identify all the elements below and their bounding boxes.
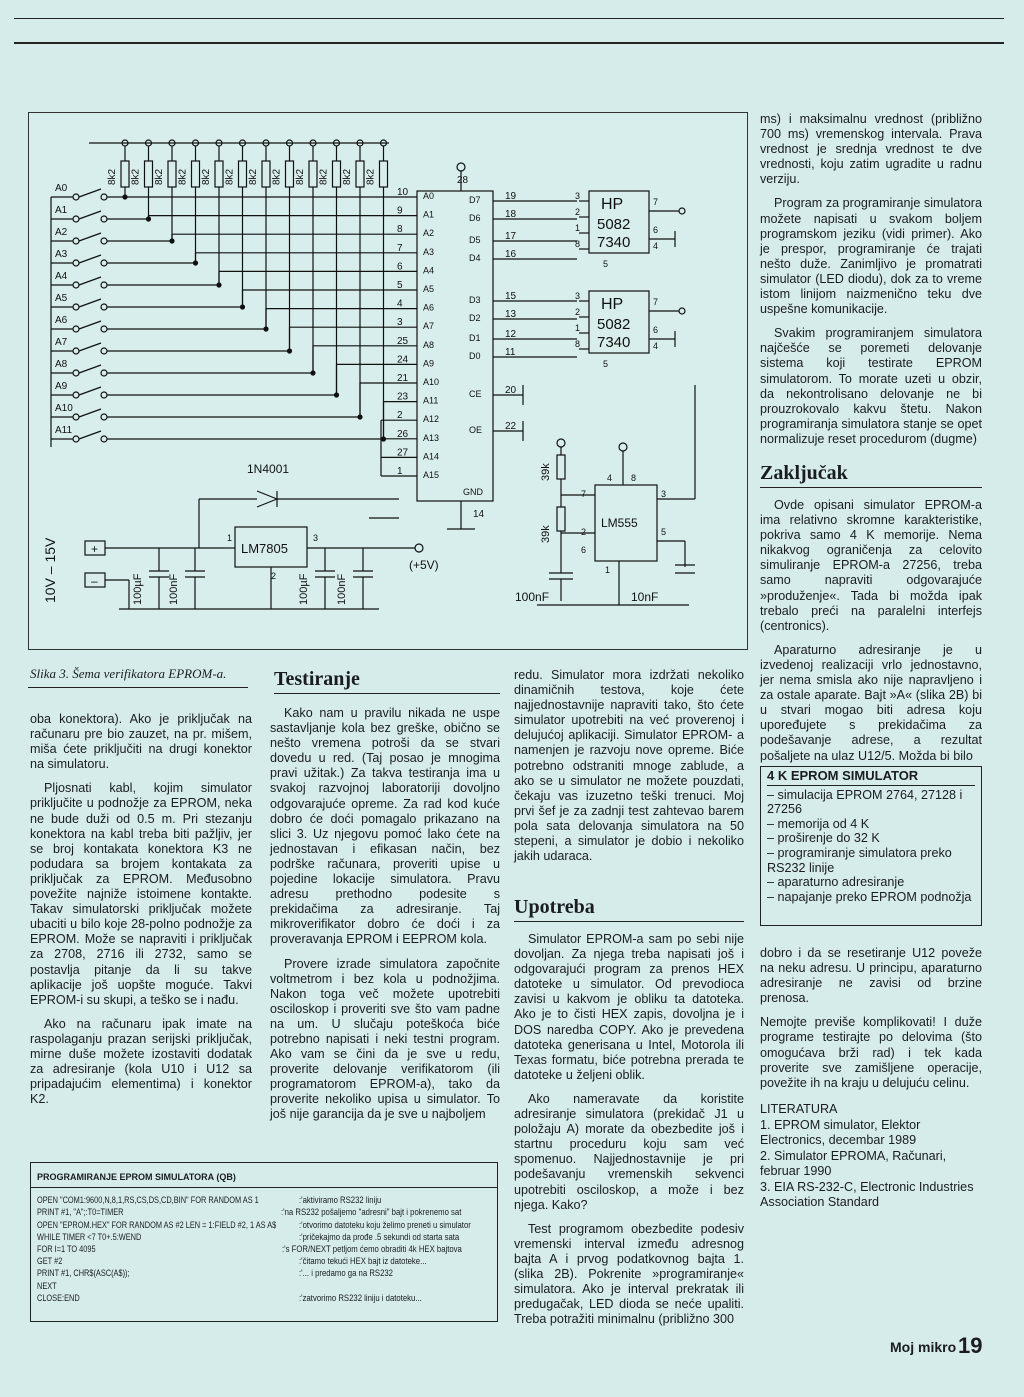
pin-number: 15 [505, 291, 517, 302]
listing-code: PRINT #1, "A";:T0=TIMER [37, 1207, 124, 1218]
display-label: HP [601, 196, 624, 213]
diode-body [257, 491, 277, 499]
resistor-8k2 [309, 161, 317, 187]
address-label: A5 [55, 293, 68, 304]
pin-number: 10 [397, 187, 409, 198]
listing-comment: :'... i predamo ga na RS232 [299, 1268, 393, 1279]
pin-number: 20 [505, 385, 517, 396]
switch-contact [101, 392, 107, 398]
literature-title: LITERATURA [760, 1102, 838, 1116]
switch-contact [73, 238, 79, 244]
pin-number: 6 [653, 225, 659, 235]
spec-item: – programiranje simulatora preko RS232 linije [767, 846, 975, 875]
switch-contact [73, 370, 79, 376]
spec-item: – memorija od 4 K [767, 817, 975, 832]
listing-comment [299, 1280, 464, 1292]
pin-number: 28 [457, 175, 469, 186]
magazine-name: Moj mikro [890, 1339, 957, 1355]
resistor-label: 8k2 [295, 168, 306, 185]
listing-code: CLOSE:END [37, 1292, 80, 1303]
paragraph: Ovde opisani simulator EPROM-a ima relativno skromne karakteristike, pokriva samo 4 K memorije. Nema nikakvog ograničenja za celovito simuliranje EPROM-a 27256, treba samo napraviti odgovarajuće »produženje«. Tada bi možda ipak trebalo preći na paralelni interfejs (centronics). [760, 498, 982, 633]
eprom-address-label: A13 [423, 432, 440, 443]
resistor-label: 8k2 [248, 168, 259, 185]
code-listing [30, 1162, 498, 1322]
display-label: 5082 [597, 316, 631, 333]
listing-code: OPEN "EPROM.HEX" FOR RANDOM AS #2 LEN = 1:FIELD #2, 1 AS A$ [37, 1219, 277, 1230]
listing-rows [31, 1188, 497, 1310]
listing-comment: :'otvorimo datoteku koju želimo preneti u simulator [299, 1219, 471, 1230]
paragraph: redu. Simulator mora izdržati nekoliko dinamičnih testova, koje ćete najjednostavnije napraviti tako, što ćete simulator upotrebiti na već proverenoj i delujućoj aplikaciji. Simulator EPROM- a namenjen je razvoju nove opreme. Biće potrebno odstraniti mnoge zablude, a ako se u simulator ne možete pouzdati, čekaju vas izuzetno teški trenuci. Moj prvi šef je za zadnji test zahtevao barem pola sata delovanja simulatora na 50 stepeni, a simulator je dobio i nekoliko jakih udaraca. [514, 668, 744, 864]
switch-contact [101, 194, 107, 200]
listing-line [37, 1280, 491, 1292]
switch-blade [79, 299, 101, 307]
switch-contact [73, 260, 79, 266]
eprom-address-label: A12 [423, 414, 440, 425]
address-label: A4 [55, 271, 68, 282]
switch-contact [101, 238, 107, 244]
address-label: A6 [55, 315, 68, 326]
listing-comment: :'s FOR/NEXT petljom ćemo obraditi 4k HEX bajtova [281, 1244, 462, 1255]
eprom-address-label: A10 [423, 377, 440, 387]
switch-contact [101, 436, 107, 442]
eprom-data-label: D5 [469, 235, 481, 245]
switch-contact [73, 194, 79, 200]
top-rule-thin [14, 18, 1004, 19]
paragraph: Provere izrade simulatora započnite voltmetrom i bez kola u podnožjima. Nakon toga več možete upotrebiti osciloskop i proveriti sve što vam padne na um. U slučaju poteškoća biće potrebno napisati i neki testni program. Ako vam se čini da je sve u redu, proverite delovanje verifikatorom (ili programatorom EPROM-a), tako da proverite nekoliko upisa u simulator. To još nije garancija da je sve u najboljem [270, 956, 500, 1122]
pin-number: 26 [397, 428, 409, 440]
eprom-address-label: A5 [423, 284, 435, 294]
vcc-terminal [457, 163, 465, 171]
pin-number: 7 [581, 489, 587, 499]
caption-rule [28, 687, 248, 688]
listing-title: PROGRAMIRANJE EPROM SIMULATORA (QB) [31, 1163, 497, 1188]
listing-code: GET #2 [37, 1256, 63, 1267]
switch-contact [73, 436, 79, 442]
regulator-label: LM7805 [241, 541, 288, 556]
resistor-label: 39k [540, 525, 552, 543]
pin-number: 8 [575, 339, 581, 349]
pin-number: 3 [575, 291, 581, 301]
switch-contact [73, 414, 79, 420]
pin-number: 5 [661, 527, 667, 537]
plus-label: + [91, 542, 99, 556]
pin-number: 9 [397, 205, 403, 217]
vcc-terminal [557, 439, 565, 447]
switch-blade [79, 343, 101, 351]
figure-caption: Slika 3. Šema verifikatora EPROM-a. [30, 666, 227, 681]
switch-contact [101, 348, 107, 354]
address-label: A2 [55, 227, 68, 238]
eprom-address-label: A14 [423, 451, 440, 462]
pin-number: 5 [397, 280, 403, 291]
switch-contact [101, 260, 107, 266]
eprom-address-label: A7 [423, 321, 435, 332]
capacitor-label: 100µF [132, 573, 144, 605]
display-label: 7340 [597, 234, 631, 251]
eprom-address-label: A3 [423, 246, 435, 257]
eprom-address-label: A1 [423, 209, 435, 220]
vcc-terminal [619, 443, 627, 451]
literature [760, 1102, 982, 1211]
resistor-label: 39k [540, 463, 552, 481]
switch-blade [79, 431, 101, 439]
paragraph: Ako nameravate da koristite adresiranje simulatora (prekidač J1 u položaju A) morate da obezbedite još i startnu proceduru koju sam već spomenuo. Najjednostavnije je pri podešavanju vremenskih sekvenci upotrebiti osciloskop, a može i bez njega. Kako? [514, 1091, 744, 1212]
paragraph: Pljosnati kabl, kojim simulator priključite u podnožje za EPROM, neka ne bude duži od 0.5 m. Pri stezanju konektora na kabl treba biti pažljiv, jer se broj kontakata konektora K3 ne podudara sa brojem kontakata za priključak za EPROM. Međusobno povežite najniže istoimene kontakte. Takav simulatorski priključak možete ubaciti u bilo koje 28-polno podnožje za EPROM. Može se napraviti i priključak za 2708, 2716 ili 2732, samo se postavlja pitanje da li su takve aplikacije još uopšte moguće. Takvi EPROM-i su skupi, a teško se i nađu. [30, 781, 252, 1007]
pin-number: 2 [397, 410, 403, 422]
pin-number: 25 [397, 335, 409, 347]
pin-number: 8 [397, 224, 403, 236]
resistor-8k2 [215, 161, 223, 187]
terminal [679, 308, 685, 314]
heading-zakljucak: Zaključak [760, 462, 982, 488]
heading-testiranje: Testiranje [274, 668, 500, 694]
address-label: A9 [55, 381, 68, 392]
circuit-diagram [29, 113, 747, 649]
eprom-data-label: D2 [469, 313, 481, 323]
capacitor-label: 100nF [336, 573, 348, 605]
paragraph: Kako nam u pravilu nikada ne uspe sastavljanje kola bez greške, obično se nešto vremena potroši da se stvari dovedu u red. (Taj posao je mnogima pravi užitak.) Za takva testiranja ima u svakoj razvojnoj laboratoriji dovoljno odgovarajuće opreme. Za rad kod kuće dobro će doći pomagalo prikazano na slici 3. Uz njegovu pomoć lako ćete na jednostavan i efikasan način, bez podrške računara, proveriti upise u pojedine lokacije simulatora. Pravu adresu prethodno podesite s prekidačima za adresiranje. Taj mikroverifikator dobro će doći i za proveravanja EPROM i EEPROM kola. [270, 706, 500, 947]
paragraph: Program za programiranje simulatora možete napisati u svakom boljem programskom jeziku (vidi primer). Ako je prespor, programiranje će trajati nešto duže. Zanimljivo je promatrati simulator (LED diodu), dok za to vreme istom linijom naizmenično teku dve uspešne komunikacije. [760, 196, 982, 317]
pin-number: 27 [397, 447, 409, 459]
literature-item: 3. EIA RS-232-C, Electronic Industries Association Standard [760, 1180, 974, 1209]
pin-number: 17 [505, 231, 517, 242]
switch-contact [73, 282, 79, 288]
listing-line [37, 1206, 491, 1218]
pin-number: 7 [397, 242, 403, 254]
pin-number: 21 [397, 373, 409, 384]
pin-number: 7 [653, 197, 659, 207]
resistor-label: 8k2 [177, 168, 189, 185]
column-4-lower [760, 946, 982, 1100]
resistor-8k2 [121, 161, 129, 187]
diode-label: 1N4001 [247, 462, 290, 476]
switch-blade [79, 409, 101, 417]
resistor-8k2 [192, 161, 200, 187]
pin-number: 3 [575, 191, 581, 201]
pin-number: 4 [653, 241, 659, 251]
resistor-label: 8k2 [365, 168, 377, 185]
resistor-39k [557, 507, 565, 531]
column-4-conclusion [760, 498, 982, 773]
timer-label: LM555 [601, 516, 638, 530]
eprom-data-label: D1 [469, 333, 481, 343]
pin-number: 6 [653, 325, 659, 335]
eprom-address-label: A11 [423, 395, 439, 406]
switch-blade [79, 211, 101, 219]
address-label: A10 [55, 403, 73, 414]
pin-number: 2 [575, 207, 581, 217]
listing-code: WHILE TIMER <7 T0+.5:WEND [37, 1231, 142, 1242]
resistor-39k [557, 455, 565, 479]
switch-contact [101, 216, 107, 222]
listing-comment: :'čitamo tekući HEX bajt iz datoteke... [299, 1256, 427, 1267]
listing-line [37, 1219, 491, 1231]
switch-contact [101, 326, 107, 332]
vcc-out-terminal [415, 544, 423, 552]
resistor-label: 8k2 [201, 168, 212, 185]
switch-contact [73, 348, 79, 354]
pin-number: 6 [581, 545, 587, 555]
resistor-label: 8k2 [154, 168, 165, 185]
capacitor-label: 100nF [168, 573, 180, 605]
listing-comment: :'aktiviramo RS232 liniju [299, 1195, 382, 1206]
pin-number: 23 [397, 391, 409, 403]
paragraph: Nemojte previše komplikovati! I duže programe testirajte po delovima (što omogućava brži rad) i tek kada proverite sve zamišljene operacije, povežite ih na kraju u delujuću celinu. [760, 1015, 982, 1090]
pin-number: 8 [631, 473, 637, 483]
eprom-address-label: A0 [423, 191, 435, 201]
switch-contact [101, 414, 107, 420]
pin-number: 16 [505, 249, 517, 260]
listing-line [37, 1194, 491, 1206]
vcc-out-label: (+5V) [409, 558, 439, 572]
switch-contact [73, 304, 79, 310]
pin-number: 3 [661, 489, 667, 499]
switch-blade [79, 277, 101, 285]
eprom-data-label: D3 [469, 295, 481, 305]
spec-sidebar [760, 766, 982, 926]
paragraph: Test programom obezbedite podesiv vremenski interval između adresnog bajta A i prvog podatkovnog bajta 1. (slika 2B). Pokrenite »programiranje« simulatora. Ako je interval prekratak ili predugačak, LED dioda se neće upaliti. Treba potražiti minimalnu (približno 300 [514, 1221, 744, 1327]
resistor-8k2 [286, 161, 294, 187]
column-3 [514, 668, 744, 873]
switch-contact [101, 282, 107, 288]
switch-blade [79, 255, 101, 263]
pin-number: 5 [603, 359, 609, 369]
pin-number: 8 [575, 239, 581, 249]
resistor-label: 8k2 [271, 168, 283, 185]
diode-body [257, 499, 277, 507]
listing-code: OPEN "COM1:9600,N,8,1,RS,CS,DS,CD,BIN" FOR RANDOM AS 1 [37, 1195, 259, 1206]
paragraph: Simulator EPROM-a sam po sebi nije dovoljan. Za njega treba napisati još i odgovarajući program za prenos HEX datoteke u simulator. Od prevodioca zavisi u kakvom je obliku ta datoteka. Ako je to čisti HEX zapis, dovoljna je i DOS naredba COPY. Ako je prevedena datoteka generisana u Intel, Motorola ili Texas formatu, biće potrebna prerada te datoteke u željeni oblik. [514, 932, 744, 1082]
pin-number: 4 [607, 473, 613, 483]
switch-blade [79, 189, 101, 197]
pin-number: 11 [505, 347, 516, 358]
switch-blade [79, 321, 101, 329]
page-number: 19 [958, 1333, 983, 1358]
display-label: 5082 [597, 216, 631, 233]
terminal [679, 208, 685, 214]
eprom-address-label: A9 [423, 358, 435, 369]
address-label: A0 [55, 183, 68, 194]
column-4 [760, 112, 982, 456]
switch-blade [79, 365, 101, 373]
paragraph: ms) i maksimalnu vrednost (približno 700 ms) vremenskog intervala. Prava vrednost je srednja vrednost te dve vrednosti, koju zatim ugradite u radnu verziju. [760, 112, 982, 187]
pin-number: 5 [603, 259, 609, 269]
pin-number: 6 [397, 261, 403, 273]
resistor-8k2 [168, 161, 176, 187]
spec-item: – simulacija EPROM 2764, 27128 i 27256 [767, 788, 975, 817]
resistor-8k2 [262, 161, 270, 187]
listing-code: PRINT #1, CHR$(ASC(A$)); [37, 1268, 130, 1279]
address-label: A11 [55, 425, 73, 436]
pin-number: 22 [505, 421, 517, 432]
schematic-figure [28, 112, 748, 650]
listing-line [37, 1292, 491, 1304]
listing-line [37, 1267, 491, 1279]
eprom-address-label: A4 [423, 265, 435, 276]
column-2 [270, 706, 500, 1132]
address-label: A1 [55, 205, 68, 216]
paragraph: Svakim programiranjem simulatora najčešće se poremeti delovanje sistema koji testirate EPROM simulatorom. To morate uzeti u obzir, da nekontrolisano delovanje ne bi prouzrokovalo kakvu štetu. Nakon programiranja simulatora stanje se opet normalizuje reset procedurom (dugme) [760, 326, 982, 446]
paragraph: dobro i da se resetiranje U12 poveže na neku adresu. U principu, aparaturno adresiranje ne zavisi od brzine prenosa. [760, 946, 982, 1006]
resistor-8k2 [380, 161, 388, 187]
resistor-8k2 [145, 161, 153, 187]
pin-number: 4 [397, 298, 403, 310]
pin-number: 1 [397, 466, 403, 477]
capacitor-label: 10nF [631, 590, 659, 604]
listing-line [37, 1255, 491, 1267]
resistor-label: 8k2 [224, 168, 236, 185]
listing-comment: :'pričekajmo da prođe .5 sekundi od starta sata [299, 1231, 460, 1242]
eprom-address-label: A8 [423, 339, 435, 350]
pin-number: 2 [581, 527, 587, 537]
address-label: A3 [55, 249, 68, 260]
switch-contact [101, 304, 107, 310]
pin-number: 2 [575, 307, 581, 317]
address-label: A8 [55, 359, 68, 370]
resistor-8k2 [239, 161, 247, 187]
paragraph: Ako na računaru ipak imate na raspolaganju prazan serijski priključak, mirne duše možete izostaviti dodatak za adresiranje (kola U10 i U12 sa pripadajućim elementima) i konektor K2. [30, 1016, 252, 1107]
literature-item: 1. EPROM simulator, Elektor Electronics, decembar 1989 [760, 1118, 921, 1147]
pin-number: 3 [397, 317, 403, 329]
minus-label: – [91, 574, 98, 588]
resistor-8k2 [356, 161, 364, 187]
eprom-address-label: A2 [423, 228, 435, 239]
eprom-data-label: GND [463, 487, 483, 497]
resistor-label: 8k2 [342, 168, 353, 185]
eprom-address-label: A6 [423, 302, 435, 313]
pin-number: 14 [473, 509, 485, 520]
pin-number: 7 [653, 297, 659, 307]
pin-number: 1 [605, 565, 611, 575]
pin-number: 24 [397, 354, 409, 366]
spec-item: – napajanje preko EPROM podnožja [767, 890, 975, 905]
pin-number: 1 [575, 223, 581, 233]
capacitor-label: 100nF [515, 590, 550, 604]
eprom-data-label: D0 [469, 351, 481, 361]
switch-contact [73, 392, 79, 398]
switch-contact [73, 216, 79, 222]
display-label: HP [601, 296, 624, 313]
heading-upotreba: Upotreba [514, 896, 744, 922]
pin-number: 13 [505, 309, 517, 320]
eprom-data-label: D4 [469, 253, 481, 263]
address-label: A7 [55, 337, 68, 348]
resistor-label: 8k2 [318, 168, 330, 185]
eprom-data-label: D7 [469, 195, 481, 205]
top-rule-thick [14, 42, 1004, 44]
eprom-data-label: CE [469, 389, 482, 399]
listing-line [37, 1243, 491, 1255]
sidebar-title: 4 K EPROM SIMULATOR [767, 769, 975, 786]
pin-number: 12 [505, 329, 517, 340]
switch-contact [101, 370, 107, 376]
pin-number: 1 [227, 533, 233, 543]
switch-contact [73, 326, 79, 332]
literature-item: 2. Simulator EPROMA, Računari, februar 1990 [760, 1149, 947, 1178]
listing-code: NEXT [37, 1280, 57, 1291]
column-1 [30, 712, 252, 1116]
listing-comment: :'zatvorimo RS232 liniju i datoteku... [299, 1292, 422, 1303]
pin-number: 2 [271, 571, 277, 581]
resistor-8k2 [333, 161, 341, 187]
listing-comment: :'na RS232 pošaljemo "adresni" bajt i pokrenemo sat [281, 1207, 462, 1218]
display-label: 7340 [597, 334, 631, 351]
switch-blade [79, 233, 101, 241]
pin-number: 19 [505, 191, 517, 202]
supply-label: 10V – 15V [42, 537, 58, 603]
listing-code: FOR I=1 TO 4095 [37, 1244, 96, 1255]
eprom-data-label: D6 [469, 213, 481, 223]
switch-blade [79, 387, 101, 395]
spec-item: – proširenje do 32 K [767, 831, 975, 846]
paragraph: oba konektora). Ako je priključak na računaru pre bio zauzet, na pr. mišem, miša ćete priključiti na drugi konektor na simulatoru. [30, 712, 252, 772]
listing-line [37, 1231, 491, 1243]
column-3-lower [514, 932, 744, 1336]
eprom-address-label: A15 [423, 470, 440, 480]
pin-number: 3 [313, 533, 319, 543]
spec-list [767, 788, 975, 905]
spec-item: – aparaturno adresiranje [767, 875, 975, 890]
resistor-label: 8k2 [107, 168, 118, 185]
resistor-label: 8k2 [130, 168, 142, 185]
paragraph: Aparaturno adresiranje je u izvedenoj realizaciji vrlo jednostavno, jer nema smisla ako nije napravljeno i za ostale aparate. Bajt »A« (slika 2B) bi u stvari mogao biti adresa koju upoređujete s prekidačima za podešavanje adrese, a rezultat pošaljete na ulaz U12/5. Možda bi bilo [760, 642, 982, 763]
capacitor-label: 100µF [298, 573, 310, 605]
pin-number: 18 [505, 209, 517, 220]
pin-number: 4 [653, 341, 659, 351]
pin-number: 1 [575, 323, 581, 333]
eprom-data-label: OE [469, 425, 483, 435]
